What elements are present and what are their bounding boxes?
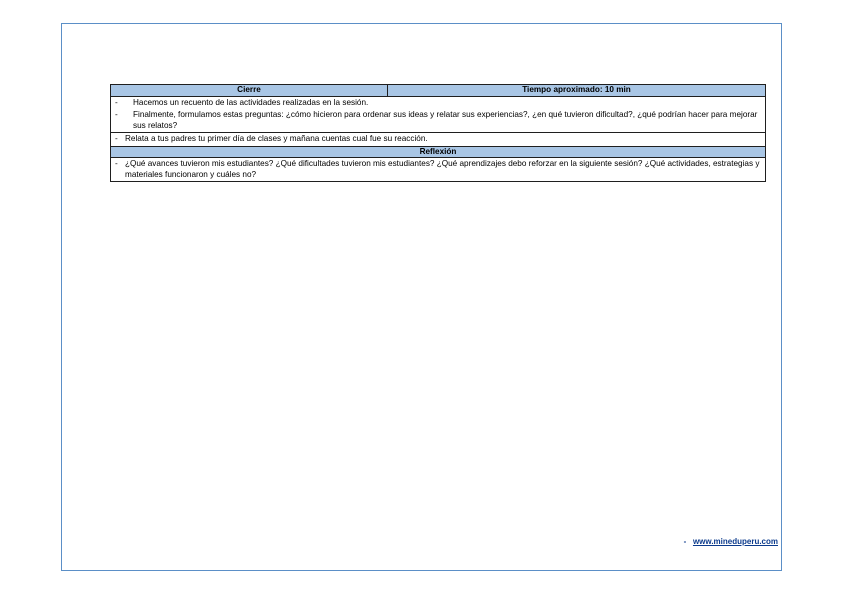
cierre-header-row: [111, 85, 766, 97]
list-item: [115, 97, 761, 110]
list-item: [115, 133, 761, 146]
list-dash: -: [115, 159, 118, 168]
list-dash: -: [115, 134, 118, 143]
list-dash: -: [115, 110, 118, 119]
list-item-text: Hacemos un recuento de las actividades realizadas en la sesión.: [133, 97, 369, 107]
reflexion-header: Reflexión: [111, 146, 766, 158]
lesson-table: [110, 84, 766, 182]
extra-cell: [111, 133, 766, 147]
footer-dash: -: [683, 537, 687, 546]
list-dash: -: [115, 97, 118, 107]
website-link[interactable]: www.mineduperu.com: [692, 537, 778, 546]
cierre-body-row: [111, 96, 766, 133]
list-item-text: Finalmente, formulamos estas preguntas: ¿cómo hicieron para ordenar sus ideas y relatar sus experiencias?, ¿en qué tuvieron dificultad?, ¿qué podrían hacer para mejorar sus relatos?: [133, 110, 758, 130]
reflexion-body-row: [111, 158, 766, 182]
list-item-text: Relata a tus padres tu primer día de clases y mañana cuentas cual fue su reacción.: [125, 134, 428, 143]
list-item-text: ¿Qué avances tuvieron mis estudiantes? ¿Qué dificultades tuvieron mis estudiantes? ¿Qué aprendizajes debo reforzar en la siguiente sesión? ¿Qué actividades, estrategias y materiales funcionaron y cuáles no?: [125, 159, 760, 179]
list-item: [115, 109, 761, 132]
cierre-body: [111, 96, 766, 133]
footer: [684, 537, 778, 546]
reflexion-body: [111, 158, 766, 182]
reflexion-header-row: [111, 146, 766, 158]
extra-row: [111, 133, 766, 147]
time-header: Tiempo aproximado: 10 min: [388, 85, 766, 97]
cierre-header: Cierre: [111, 85, 388, 97]
list-item: [115, 158, 761, 181]
